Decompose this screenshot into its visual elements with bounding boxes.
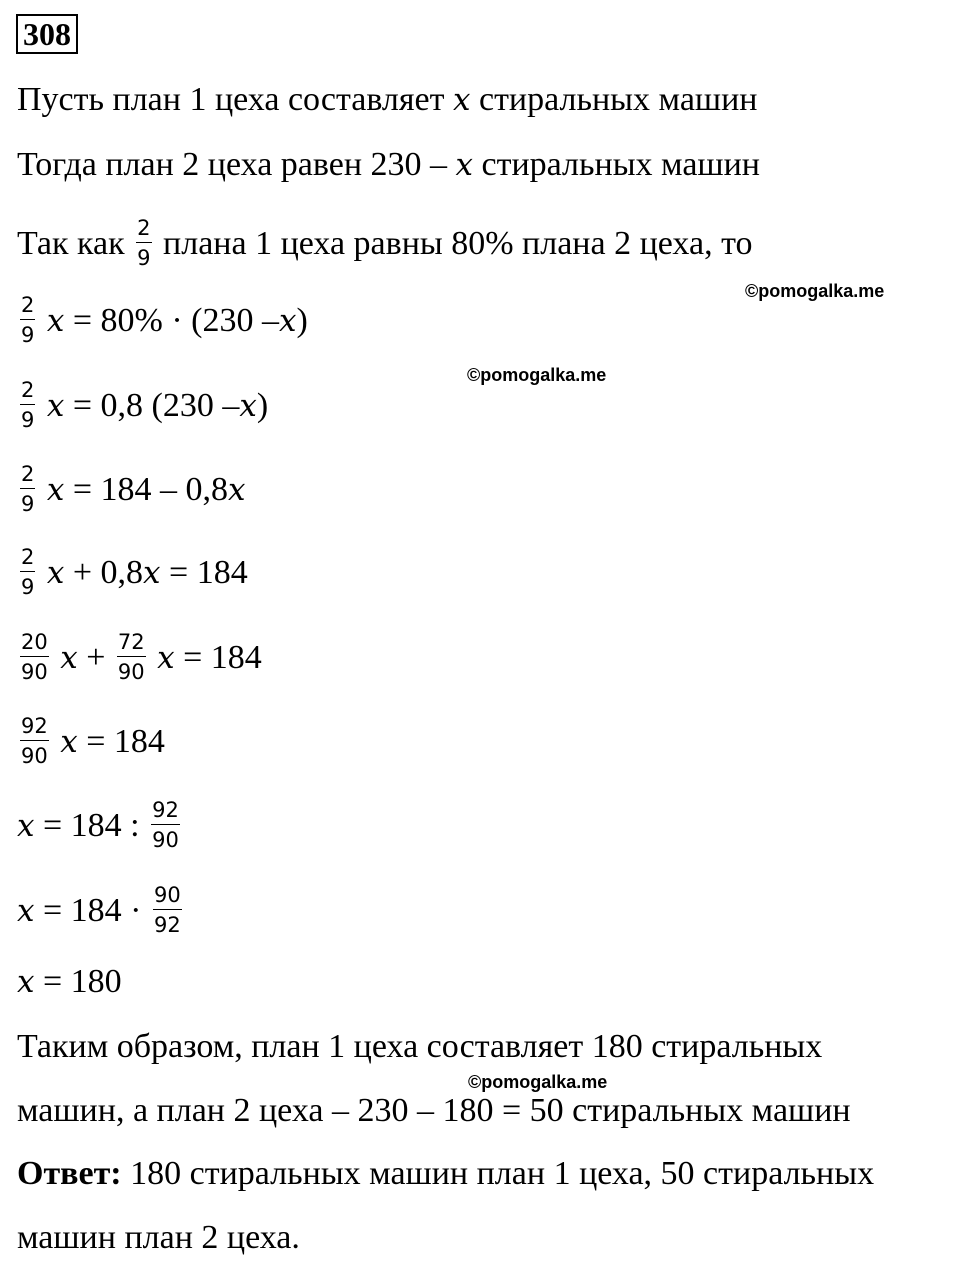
equation-3: $\frac{2}{9}$ x = 184 – 0,8x [21, 462, 246, 516]
equation-5: $\frac{20}{90}$ x + $\frac{72}{90}$ x = 184 [21, 630, 262, 684]
text-line-1: Пусть план 1 цеха составляет x стиральных машин [17, 81, 758, 118]
equation-1: $\frac{2}{9}$ x = 80% · (230 –x) [21, 293, 308, 347]
conclusion-line-1: Таким образом, план 1 цеха составляет 180 стиральных [17, 1028, 823, 1065]
equation-2: $\frac{2}{9}$ x = 0,8 (230 –x) [21, 378, 269, 432]
equation-9: x = 180 [17, 963, 122, 1000]
fraction: $\frac{2}{9}$ [137, 216, 151, 270]
answer-label: Ответ: [17, 1155, 122, 1192]
equation-7: x = 184 : $\frac{92}{90}$ [17, 798, 179, 852]
answer-line-1: Ответ: 180 стиральных машин план 1 цеха, 50 стиральных [17, 1155, 875, 1192]
answer-line-2: машин план 2 цеха. [17, 1219, 300, 1256]
equation-4: $\frac{2}{9}$ x + 0,8x = 184 [21, 545, 248, 599]
text-line-3: Так как $\frac{2}{9}$ плана 1 цеха равны 80% плана 2 цеха, то [17, 216, 753, 270]
task-number: 308 [16, 14, 78, 54]
watermark: ©pomogalka.me [467, 365, 607, 385]
equation-8: x = 184 · $\frac{90}{92}$ [17, 883, 181, 937]
watermark: ©pomogalka.me [745, 281, 885, 301]
watermark: ©pomogalka.me [468, 1072, 608, 1092]
conclusion-line-2: машин, а план 2 цеха – 230 – 180 = 50 стиральных машин [17, 1092, 851, 1129]
text-line-2: Тогда план 2 цеха равен 230 – x стиральных машин [17, 146, 760, 183]
equation-6: $\frac{92}{90}$ x = 184 [21, 714, 165, 768]
